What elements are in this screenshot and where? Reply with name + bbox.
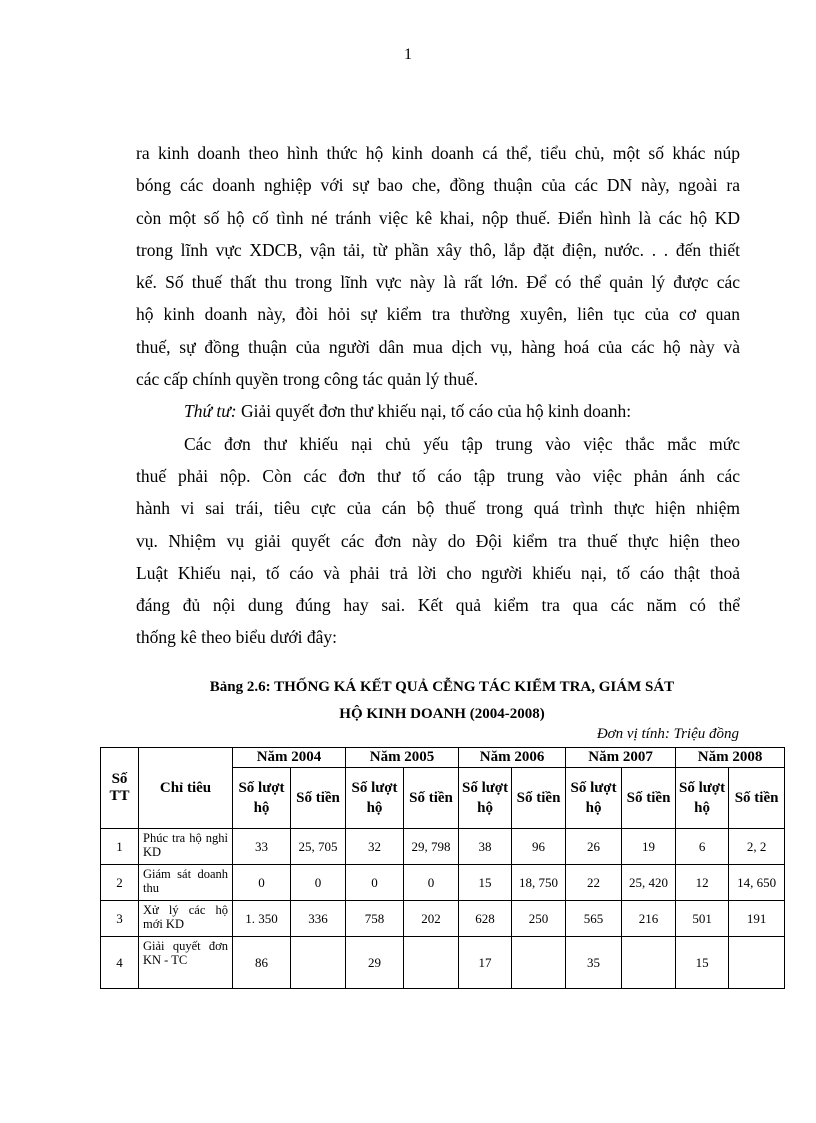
text-line: hành vi sai trái, tiêu cực của cán bộ thuế trong quá trình thực hiện nhiệm (136, 498, 740, 519)
header-amount: Số tiền (404, 768, 459, 829)
text-line: thuế phải nộp. Còn các đơn thư tố cáo tập trung vào việc phản ánh các (136, 465, 740, 486)
section-heading-label: Thứ tư: (184, 401, 237, 422)
text-line: ra kinh doanh theo hình thức hộ kinh doanh cá thể, tiểu chủ, một số khác núp (136, 143, 740, 163)
cell-value: 19 (622, 829, 676, 865)
table-caption-line2: HỘ KINH DOANH (2004-2008) (339, 706, 545, 722)
cell-value: 96 (512, 829, 566, 865)
cell-value: 250 (512, 901, 566, 937)
table-row (101, 937, 785, 989)
header-year: Năm 2006 (459, 748, 566, 768)
cell-value (404, 937, 459, 989)
cell-value: 501 (676, 901, 729, 937)
cell-value: 14, 650 (729, 865, 785, 901)
text-line: các cấp chính quyền trong công tác quản lý thuế. (136, 369, 479, 390)
cell-value: 38 (459, 829, 512, 865)
cell-value: 758 (346, 901, 404, 937)
cell-value: 32 (346, 829, 404, 865)
header-stt: Số TT (101, 748, 139, 829)
header-amount: Số tiền (291, 768, 346, 829)
cell-value: 17 (459, 937, 512, 989)
cell-value: 15 (459, 865, 512, 901)
cell-criteria: Xử lý các hộ mới KD (139, 901, 233, 937)
cell-value: 628 (459, 901, 512, 937)
cell-value: 35 (566, 937, 622, 989)
cell-value: 202 (404, 901, 459, 937)
cell-value: 18, 750 (512, 865, 566, 901)
cell-value: 216 (622, 901, 676, 937)
cell-value: 2, 2 (729, 829, 785, 865)
text-line: kế. Số thuế thất thu trong lĩnh vực này là rất lớn. Để có thể quản lý được các (136, 272, 740, 293)
cell-value: 1. 350 (233, 901, 291, 937)
cell-criteria: Giải quyết đơn KN - TC (139, 937, 233, 989)
table-row (101, 901, 785, 937)
unit-label: Đơn vị tính: Triệu đồng (596, 726, 739, 742)
header-amount: Số tiền (622, 768, 676, 829)
header-count: Số lượt hộ (566, 768, 622, 829)
header-year: Năm 2005 (346, 748, 459, 768)
cell-value (512, 937, 566, 989)
header-amount: Số tiền (512, 768, 566, 829)
header-year: Năm 2008 (676, 748, 785, 768)
header-criteria: Chỉ tiêu (139, 748, 233, 829)
text-line: thuế, sự đồng thuận của người dân mua dịch vụ, hàng hoá của các hộ này và (136, 336, 740, 357)
header-count: Số lượt hộ (346, 768, 404, 829)
table-row (101, 829, 785, 865)
text-line: hộ kinh doanh này, đòi hỏi sự kiểm tra thường xuyên, liên tục của cơ quan (136, 304, 740, 325)
cell-value: 29, 798 (404, 829, 459, 865)
paragraph-continuation (136, 137, 740, 654)
cell-value: 0 (404, 865, 459, 901)
cell-value: 25, 705 (291, 829, 346, 865)
header-amount: Số tiền (729, 768, 785, 829)
cell-criteria: Phúc tra hộ nghỉ KD (139, 829, 233, 865)
cell-value: 12 (676, 865, 729, 901)
cell-value: 0 (233, 865, 291, 901)
cell-value (729, 937, 785, 989)
cell-stt: 1 (101, 829, 139, 865)
cell-stt: 4 (101, 937, 139, 989)
text-line: Luật Khiếu nại, tố cáo và phải trả lời cho người khiếu nại, tố cáo thật thoả (136, 562, 740, 583)
cell-value: 15 (676, 937, 729, 989)
cell-value: 6 (676, 829, 729, 865)
text-line: còn một số hộ cố tình né tránh việc kê khai, nộp thuế. Điển hình là các hộ KD (136, 207, 740, 228)
text-line: trong lĩnh vực XDCB, vận tải, từ phần xây thô, lắp đặt điện, nước. . . đến thiết (136, 239, 740, 260)
cell-value: 22 (566, 865, 622, 901)
statistics-table (100, 747, 785, 989)
cell-criteria: Giám sát doanh thu (139, 865, 233, 901)
cell-stt: 3 (101, 901, 139, 937)
text-line: thống kê theo biểu dưới đây: (136, 627, 337, 648)
text-line: Các đơn thư khiếu nại chủ yếu tập trung vào việc thắc mắc mức (184, 433, 740, 454)
cell-value: 26 (566, 829, 622, 865)
header-count: Số lượt hộ (676, 768, 729, 829)
section-heading-text: Giải quyết đơn thư khiếu nại, tố cáo của hộ kinh doanh: (236, 401, 632, 422)
cell-value: 565 (566, 901, 622, 937)
cell-value: 29 (346, 937, 404, 989)
cell-value: 0 (291, 865, 346, 901)
header-count: Số lượt hộ (233, 768, 291, 829)
cell-value: 86 (233, 937, 291, 989)
cell-value: 0 (346, 865, 404, 901)
page-number: 1 (404, 46, 412, 63)
cell-stt: 2 (101, 865, 139, 901)
table-row (101, 865, 785, 901)
header-count: Số lượt hộ (459, 768, 512, 829)
text-line: bóng các doanh nghiệp với sự bao che, đồng thuận của các DN này, ngoài ra (136, 175, 740, 196)
cell-value: 25, 420 (622, 865, 676, 901)
cell-value (622, 937, 676, 989)
section-heading (136, 395, 740, 427)
header-year: Năm 2007 (566, 748, 676, 768)
table-caption-line1: Bảng 2.6: THỐNG KÁ KẾT QUẢ CỄNG TÁC KIỂM TRA, GIÁM SÁT (209, 679, 675, 695)
header-year: Năm 2004 (233, 748, 346, 768)
text-line: đáng đủ nội dung đúng hay sai. Kết quả kiểm tra qua các năm có thể (136, 595, 740, 616)
text-line: vụ. Nhiệm vụ giải quyết các đơn này do Đội kiểm tra thuế thực hiện theo (136, 530, 740, 551)
cell-value (291, 937, 346, 989)
cell-value: 33 (233, 829, 291, 865)
cell-value: 191 (729, 901, 785, 937)
cell-value: 336 (291, 901, 346, 937)
